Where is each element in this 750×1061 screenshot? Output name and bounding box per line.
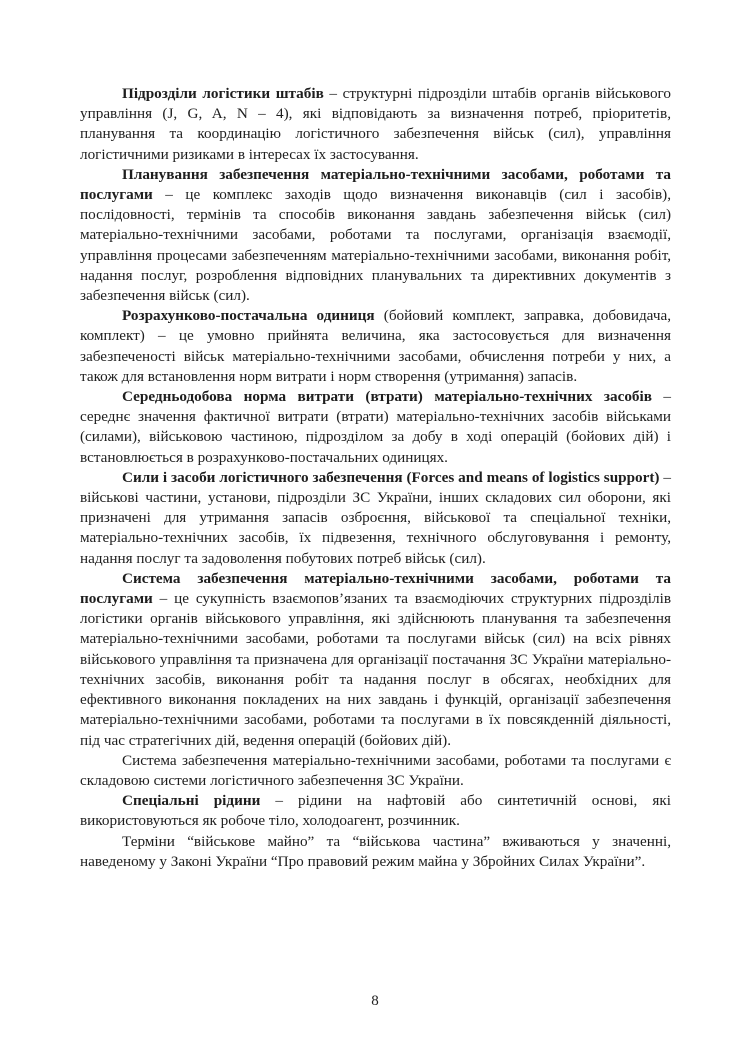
definition-paragraph xyxy=(80,387,671,468)
definition-text: – військові частини, установи, підрозділи ЗС України, інших складових сил оборони, які призначені для утримання запасів озброєння, військової та спеціальної техніки, матеріально-технічних засобів, їх підвезення, технічного обслуговування і ремонту, надання послуг та задоволення побутових потреб військ (сил). xyxy=(80,468,672,567)
definition-paragraph xyxy=(80,468,671,569)
defined-term: Система забезпечення матеріально-технічними засобами, роботами та послугами xyxy=(80,569,671,608)
definition-text: – рідини на нафтовій або синтетичній основі, які використовуються як робоче тіло, холодоагент, розчинник. xyxy=(80,792,671,830)
defined-term: Сили і засоби логістичного забезпечення (Forces and means of logistics support) xyxy=(122,468,660,486)
defined-term: Розрахунково-постачальна одиниця xyxy=(122,307,375,325)
definition-text: – структурні підрозділи штабів органів військового управління (J, G, A, N – 4), які відповідають за визначення потреб, пріоритетів, планування та координацію логістичного забезпечення військ (сил), управління логістичними ризиками в інтересах їх застосування. xyxy=(80,85,671,163)
definition-text: – це комплекс заходів щодо визначення виконавців (сил і засобів), послідовності, термінів та способів виконання завдань забезпечення військ (сил) матеріально-технічними засобами, роботами та послугами, організація взаємодії, управління процесами забезпеченням матеріально-технічними засобами, виконання робіт, надання послуг, розроблення відповідних планувальних та директивних документів з забезпечення військ (сил). xyxy=(80,186,671,305)
paragraph-text: Терміни “військове майно” та “військова частина” вживаються у значенні, наведеному у Законі України “Про правовий режим майна у Збройних Силах України”. xyxy=(80,832,671,870)
defined-term: Планування забезпечення матеріально-технічними засобами, роботами та послугами xyxy=(80,165,671,204)
paragraph-text: Система забезпечення матеріально-технічними засобами, роботами та послугами є складовою системи логістичного забезпечення ЗС України. xyxy=(80,751,671,789)
definition-paragraph xyxy=(80,165,671,306)
definition-paragraph xyxy=(80,306,671,387)
definition-paragraph xyxy=(80,569,671,751)
body-paragraph xyxy=(80,751,671,791)
definition-paragraph xyxy=(80,791,671,831)
definition-text: (бойовий комплект, заправка, добовидача, комплект) – це умовно прийнята величина, яка застосовується для визначення забезпеченості військ матеріально-технічними засобами, обчислення потреби у них, а також для встановлення норм витрати і норм створення (утримання) запасів. xyxy=(80,307,671,385)
definition-text: – це сукупність взаємопов’язаних та взаємодіючих структурних підрозділів логістики органів військового управління, які здійснюють планування та забезпечення матеріально-технічними засобами, роботами та послугами військ (сил) на всіх рівнях військового управління та призначена для організації постачання ЗС України матеріально-технічних засобів, виконання робіт та надання послуг в обсягах, необхідних для ефективного виконання покладених на них завдань і функцій, організації забезпечення матеріально-технічними засобами, роботами та послугами в їх повсякденній діяльності, під час стратегічних дій, ведення операцій (бойових дій). xyxy=(80,590,671,749)
definition-text: – середнє значення фактичної витрати (втрати) матеріально-технічних засобів військами (силами), військовою частиною, підрозділом за добу в ході операцій (бойових дій) і встановлюється в розрахунково-постачальних одиницях. xyxy=(80,388,672,466)
page-number: 8 xyxy=(371,993,379,1009)
defined-term: Підрозділи логістики штабів xyxy=(122,85,324,102)
body-paragraph xyxy=(80,832,671,872)
definition-paragraph xyxy=(80,84,671,165)
defined-term: Середньодобова норма витрати (втрати) матеріально-технічних засобів xyxy=(122,388,652,406)
defined-term: Спеціальні рідини xyxy=(122,792,261,810)
page-body xyxy=(80,84,671,872)
